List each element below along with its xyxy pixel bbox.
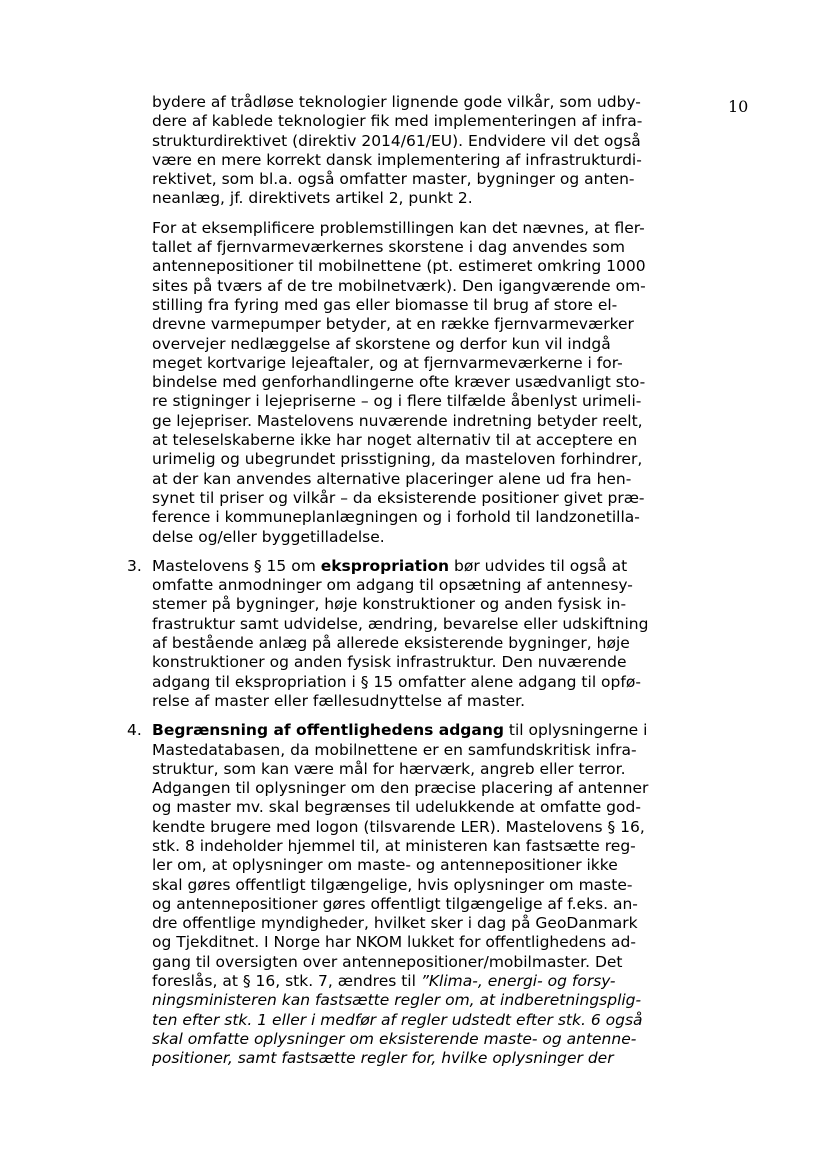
list-item-3	[127, 557, 689, 711]
list-item-3-text: Mastelovens § 15 om ekspropriation bør udvides til også at omfatte anmodninger om adgang til opsætning af antennesy- stemer på bygninger, høje konstruktioner og anden fysisk in- frastruktur samt udvidelse, ændring, bevarelse eller udskiftning af bestående anlæg på allerede eksisterende bygninger, høje konstruktioner og anden fysisk infrastruktur. Den nuværende adgang til ekspropriation i § 15 omfatter alene adgang til opfø- relse af master eller fællesudnyttelse af master.	[152, 556, 649, 710]
paragraph-continuation: bydere af trådløse teknologier lignende gode vilkår, som udby- dere af kablede teknologier fik med implementeringen af infra- strukturdirektivet (direktiv 2014/61/EU). Endvidere vil det også være en mere korrekt dansk implementering af infrastrukturdi- rektivet, som bl.a. også omfatter master, bygninger og anten- neanlæg, jf. direktivets artikel 2, punkt 2.	[152, 93, 643, 208]
list-item-4	[127, 721, 689, 1068]
text-column	[127, 93, 689, 1079]
list-item-4-text: Begrænsning af offentlighedens adgang til oplysningerne i Mastedatabasen, da mobilnettene er en samfundskritisk infra- struktur, som kan være mål for hærværk, angreb eller terror. Adgangen til oplysninger om den præcise placering af antenner og master mv. skal begrænses til udelukkende at omfatte god- kendte brugere med logon (tilsvarende LER). Mastelovens § 16, stk. 8 indeholder hjemmel til, at ministeren kan fastsætte reg- ler om, at oplysninger om maste- og antennepositioner ikke skal gøres offentligt tilgængelige, hvis oplysninger om maste- og antennepositioner gøres offentligt tilgængelige af f.eks. an- dre offentlige myndigheder, hvilket sker i dag på GeoDanmark og Tjekditnet. I Norge har NKOM lukket for offentlighedens ad- gang til oversigten over antennepositioner/mobilmaster. Det foreslås, at § 16, stk. 7, ændres til ”Klima-, energi- og forsy- ningsministeren kan fastsætte regler om, at indberetningsplig- ten efter stk. 1 eller i medfør af regler udstedt efter stk. 6 også skal omfatte oplysninger om eksisterende maste- og antenne- positioner, samt fastsætte regler for, hvilke oplysninger der	[152, 721, 649, 1068]
list-item-3-marker: 3.	[127, 556, 142, 575]
list-item-4-marker: 4.	[127, 721, 142, 740]
page-number: 10	[728, 97, 749, 116]
paragraph-example: For at eksemplificere problemstillingen kan det nævnes, at fler- tallet af fjernvarmeværkernes skorstene i dag anvendes som antennepositioner til mobilnettene (pt. estimeret omkring 1000 sites på tværs af de tre mobilnetværk). Den igangværende om- stilling fra fyring med gas eller biomasse til brug af store el- drevne varmepumper betyder, at en række fjernvarmeværker overvejer nedlæggelse af skorstene og derfor kun vil indgå meget kortvarige lejeaftaler, og at fjernvarmeværkerne i for- bindelse med genforhandlingerne ofte kræver usædvanligt sto- re stigninger i lejepriserne – og i flere tilfælde åbenlyst urimeli- ge lejepriser. Mastelovens nuværende indretning betyder reelt, at teleselskaberne ikke har noget alternativ til at acceptere en urimelig og ubegrundet prisstigning, da masteloven forhindrer, at der kan anvendes alternative placeringer alene ud fra hen- synet til priser og vilkår – da eksisterende positioner givet præ- ference i kommuneplanlægningen og i forhold til landzonetilla- delse og/eller byggetilladelse.	[152, 218, 646, 546]
